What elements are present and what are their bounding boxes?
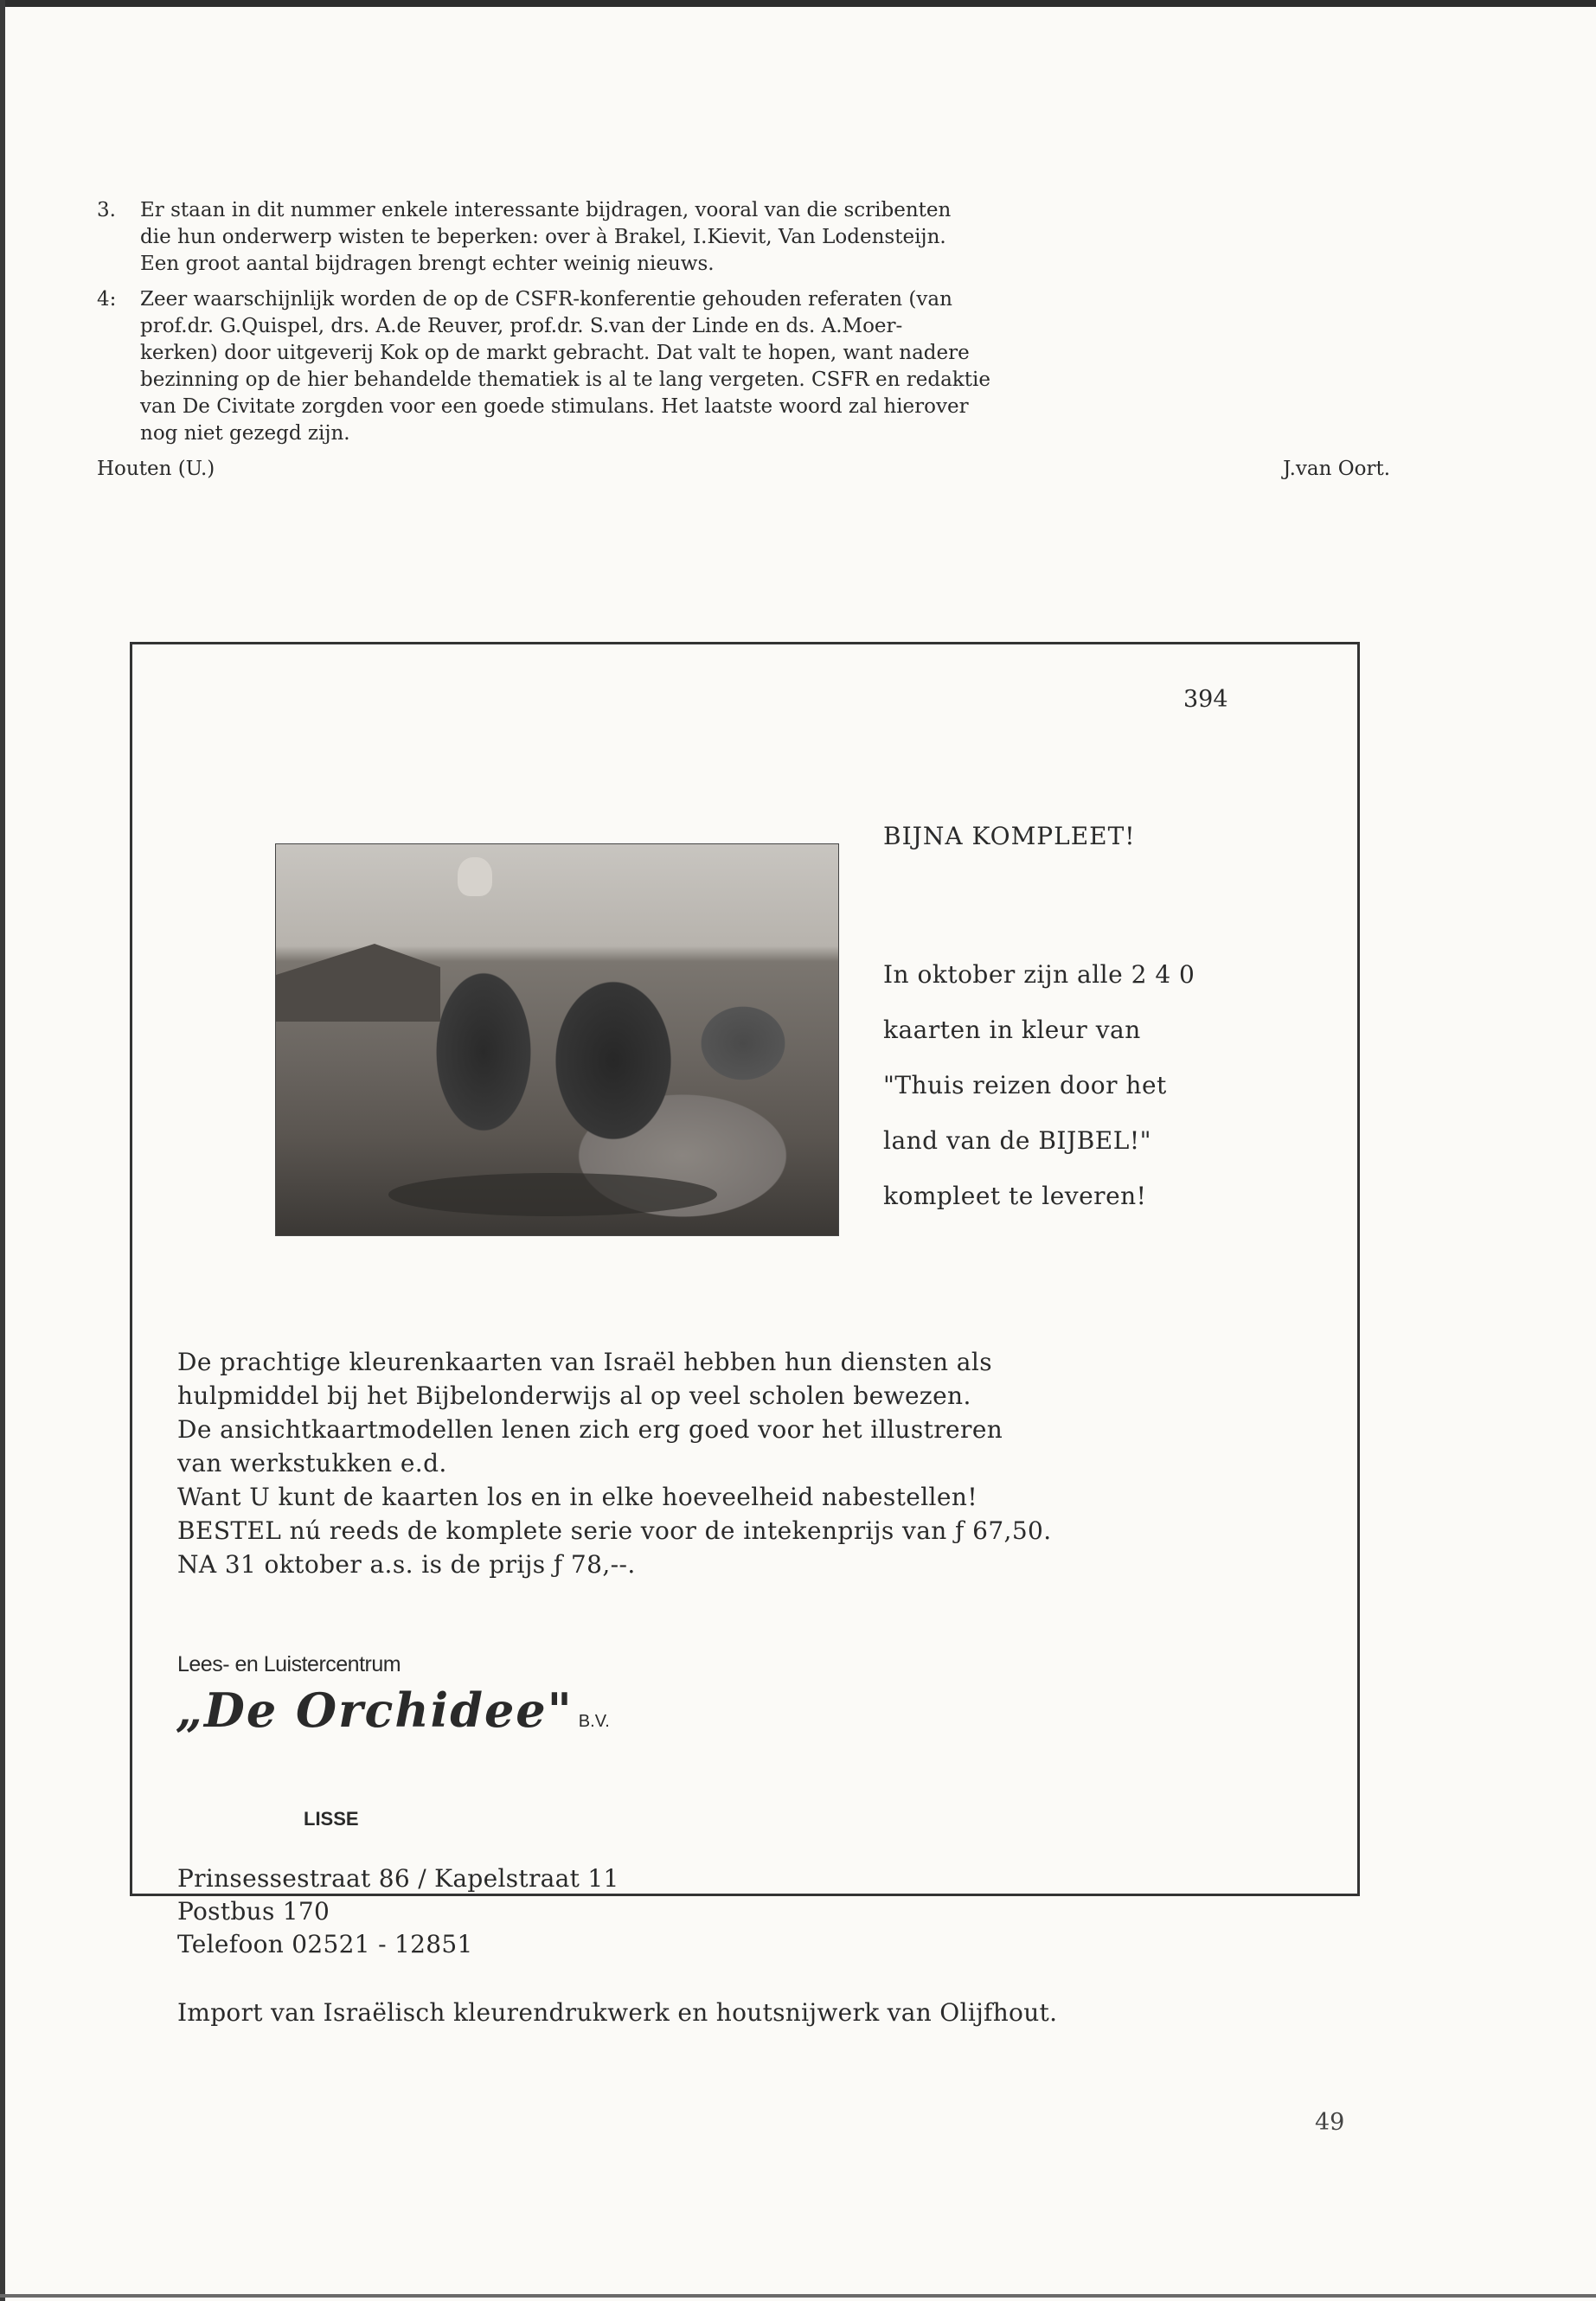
address-line: Telefoon 02521 - 12851 — [177, 1930, 473, 1958]
company-address — [177, 1862, 619, 1961]
company-subtitle: Lees- en Luistercentrum — [177, 1652, 401, 1676]
list-item — [97, 286, 1390, 447]
body-line: hulpmiddel bij het Bijbelonderwijs al op veel scholen bewezen. — [177, 1381, 971, 1410]
address-line: Prinsessestraat 86 / Kapelstraat 11 — [177, 1864, 619, 1893]
page-top-border — [0, 0, 1596, 7]
company-city: LISSE — [304, 1808, 359, 1830]
announcement-line: kompleet te leveren! — [883, 1182, 1147, 1210]
ad-body — [177, 1345, 1052, 1581]
item-number: 4: — [97, 288, 117, 311]
advertisement — [130, 642, 1360, 2027]
company-logo — [176, 1682, 610, 1738]
text-line: van De Civitate zorgden voor een goede stimulans. Het laatste woord zal hierover — [140, 395, 969, 418]
page-bottom-line — [0, 2294, 1596, 2298]
water-jar-shape — [458, 857, 492, 896]
item-text — [140, 197, 1390, 278]
text-line: kerken) door uitgeverij Kok op de markt gebracht. Dat valt te hopen, want nadere — [140, 342, 970, 364]
place: Houten (U.) — [97, 458, 215, 480]
camel-photo — [275, 843, 839, 1236]
body-line: De prachtige kleurenkaarten van Israël hebben hun diensten als — [177, 1348, 993, 1376]
list-item — [97, 197, 1390, 278]
item-number: 3. — [97, 199, 116, 221]
body-line: De ansichtkaartmodellen lenen zich erg goed voor het illustreren — [177, 1415, 1003, 1444]
body-line: NA 31 oktober a.s. is de prijs ƒ 78,--. — [177, 1550, 636, 1579]
ad-heading: BIJNA KOMPLEET! — [883, 822, 1136, 850]
ad-number: 394 — [1183, 686, 1228, 713]
company-name: „De Orchidee" — [176, 1682, 574, 1738]
text-line: bezinning op de hier behandelde thematiek is al te lang vergeten. CSFR en redaktie — [140, 369, 990, 391]
text-line: nog niet gezegd zijn. — [140, 422, 350, 445]
body-line: BESTEL nú reeds de komplete serie voor de intekenprijs van ƒ 67,50. — [177, 1516, 1052, 1545]
body-line: van werkstukken e.d. — [177, 1449, 447, 1477]
text-line: die hun onderwerp wisten te beperken: over à Brakel, I.Kievit, Van Lodensteijn. — [140, 226, 946, 248]
body-line: Want U kunt de kaarten los en in elke hoeveelheid nabestellen! — [177, 1483, 977, 1511]
review-text — [97, 197, 1390, 480]
ad-announcement — [883, 947, 1195, 1224]
ground-shadow — [388, 1173, 717, 1216]
page-left-border — [0, 0, 5, 2301]
announcement-line: kaarten in kleur van — [883, 1016, 1141, 1044]
announcement-line: In oktober zijn alle 2 4 0 — [883, 960, 1195, 989]
text-line: Zeer waarschijnlijk worden de op de CSFR-konferentie gehouden referaten (van — [140, 288, 952, 311]
announcement-line: "Thuis reizen door het — [883, 1071, 1167, 1099]
address-line: Postbus 170 — [177, 1897, 330, 1926]
announcement-line: land van de BIJBEL!" — [883, 1126, 1151, 1155]
tent-shape — [276, 944, 440, 1022]
text-line: Er staan in dit nummer enkele interessante bijdragen, vooral van die scribenten — [140, 199, 952, 221]
author: J.van Oort. — [1283, 458, 1390, 480]
company-suffix: B.V. — [578, 1712, 610, 1731]
signature-row — [97, 458, 1390, 480]
page-number: 49 — [1315, 2109, 1345, 2136]
text-line: prof.dr. G.Quispel, drs. A.de Reuver, prof.dr. S.van der Linde en ds. A.Moer- — [140, 315, 903, 337]
text-line: Een groot aantal bijdragen brengt echter weinig nieuws. — [140, 253, 715, 275]
ad-tagline: Import van Israëlisch kleurendrukwerk en houtsnijwerk van Olijfhout. — [177, 1998, 1058, 2027]
item-text — [140, 286, 1390, 447]
